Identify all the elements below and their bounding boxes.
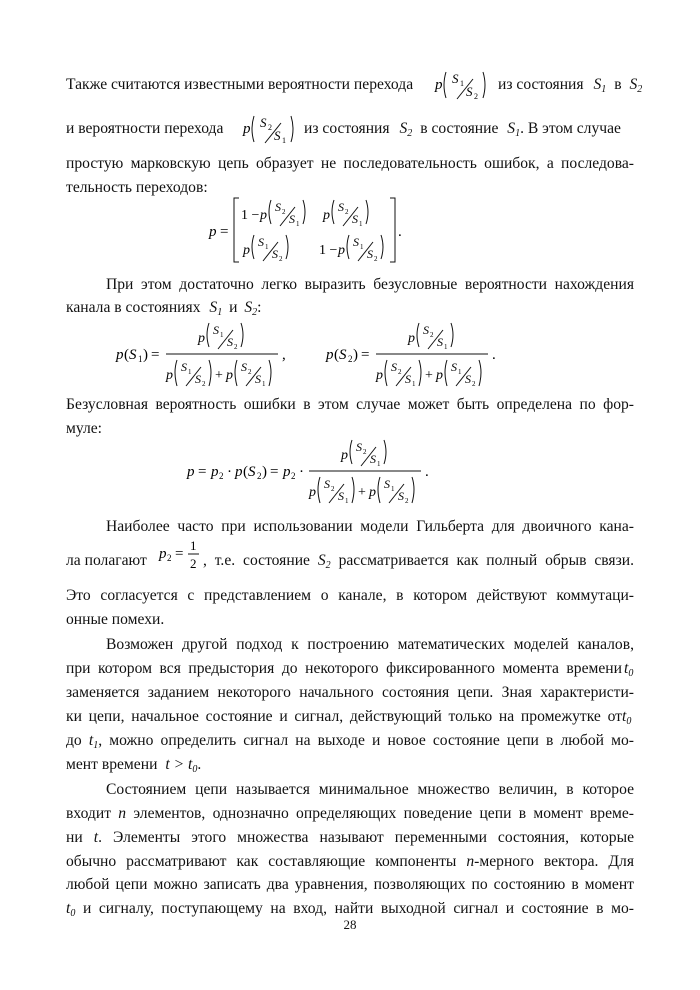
svg-text:1: 1 <box>412 380 416 388</box>
svg-text:S: S <box>370 452 376 466</box>
svg-text:S: S <box>339 347 347 363</box>
svg-text:·: · <box>299 464 304 480</box>
svg-text:1: 1 <box>444 343 448 351</box>
s-symbol: S <box>452 71 459 86</box>
text-line: до $t_1$, можно определить сигнал на выходе и новое состояние цепи в любой мо- <box>66 732 634 751</box>
svg-text:p: p <box>243 121 251 137</box>
svg-text:p: p <box>283 464 291 480</box>
svg-text:2: 2 <box>363 448 367 456</box>
svg-text:S: S <box>272 247 278 261</box>
text-line: из состояния $S_2$ в состояние $S_1$. В этом случае <box>304 120 621 139</box>
svg-text:S: S <box>338 200 344 214</box>
svg-text:=: = <box>361 347 370 363</box>
svg-text:.: . <box>425 464 429 480</box>
page-number: 28 <box>343 917 357 932</box>
svg-text:2: 2 <box>282 208 286 216</box>
svg-text:1 −: 1 − <box>319 243 338 258</box>
svg-text:1: 1 <box>360 243 364 251</box>
svg-text:1: 1 <box>345 497 349 505</box>
svg-text:S: S <box>274 128 281 143</box>
text-line: онные помехи. <box>66 611 165 628</box>
svg-text:2: 2 <box>348 354 353 364</box>
svg-text:S: S <box>129 347 137 363</box>
text-line: Состоянием цепи называется минимальное множество величин, в которое <box>106 781 634 798</box>
svg-text:.: . <box>398 224 402 240</box>
text-line: ла полагают <box>66 552 147 569</box>
svg-text:1: 1 <box>188 368 192 376</box>
text-line: Возможен другой подход к построению математических моделей каналов, <box>106 636 634 653</box>
text-line: Наиболее часто при использовании модели Гильберта для двоичного кана- <box>106 518 634 535</box>
svg-text:2: 2 <box>190 556 197 571</box>
text-line: При этом достаточно легко выразить безусловные вероятности нахождения <box>106 276 634 293</box>
svg-text:S: S <box>398 489 404 503</box>
svg-text:1: 1 <box>138 354 143 364</box>
text-line: канала в состояниях $S_1$ и $S_2$: <box>66 299 262 318</box>
svg-text:S: S <box>181 360 187 374</box>
svg-text:S: S <box>391 360 397 374</box>
svg-text:=: = <box>175 546 184 562</box>
svg-text:): ) <box>143 347 148 363</box>
text: из состояния <box>498 76 584 93</box>
subscript: 1 <box>460 79 464 88</box>
svg-text:p: p <box>338 243 345 258</box>
text-line: ки цепи, начальное состояние и сигнал, действующий только на промежутке от <box>66 708 622 725</box>
svg-text:S: S <box>352 212 358 226</box>
svg-text:+: + <box>358 485 366 500</box>
svg-text:1: 1 <box>296 220 300 228</box>
svg-text:p: p <box>166 368 173 383</box>
svg-text:S: S <box>465 372 471 386</box>
svg-text:2: 2 <box>202 380 206 388</box>
svg-text:): ) <box>262 464 267 480</box>
svg-text:S: S <box>255 372 261 386</box>
svg-text:p: p <box>376 368 383 383</box>
text-line: $t_0$ и сигналу, поступающему на вход, найти выходной сигнал и состояние в мо- <box>66 900 634 919</box>
svg-text:1: 1 <box>377 460 381 468</box>
svg-text:2: 2 <box>374 255 378 263</box>
svg-text:p: p <box>408 331 415 346</box>
s-symbol: S <box>466 84 473 99</box>
svg-text:2: 2 <box>345 208 349 216</box>
subscript: 2 <box>474 92 478 101</box>
text-line: и вероятности перехода <box>66 120 224 137</box>
svg-text:2: 2 <box>234 343 238 351</box>
svg-text:=: = <box>270 464 279 480</box>
svg-text:p: p <box>116 347 124 363</box>
math-t0: $t_0$ <box>624 660 634 679</box>
text-line: Безусловная вероятность ошибки в этом случае может быть определена по фор- <box>66 396 634 413</box>
svg-text:S: S <box>275 200 281 214</box>
svg-text:p: p <box>341 448 348 463</box>
svg-text:p: p <box>159 546 167 562</box>
math-t0: $t_0$ <box>622 708 632 727</box>
svg-text:1: 1 <box>391 485 395 493</box>
svg-text:1: 1 <box>265 243 269 251</box>
svg-text:S: S <box>353 235 359 249</box>
svg-text:1: 1 <box>359 220 363 228</box>
text-line: простую марковскую цепь образует не последовательность ошибок, а последова- <box>66 155 634 172</box>
svg-text:1: 1 <box>190 538 197 553</box>
svg-text:·: · <box>227 464 232 480</box>
formula-p-s2-s1 <box>241 108 301 148</box>
svg-text:+: + <box>215 368 223 383</box>
svg-text:(: ( <box>243 464 248 480</box>
svg-text:p: p <box>326 347 334 363</box>
svg-text:+: + <box>425 368 433 383</box>
formula-p-s1-s2 <box>433 64 493 104</box>
text-line: Это согласуется с представлением о канале, в котором действуют коммутаци- <box>66 587 634 604</box>
svg-text:p: p <box>209 224 217 240</box>
svg-text:2: 2 <box>248 368 252 376</box>
svg-text:2: 2 <box>472 380 476 388</box>
svg-text:2: 2 <box>430 331 434 339</box>
svg-text:S: S <box>367 247 373 261</box>
svg-text:S: S <box>289 212 295 226</box>
svg-text:S: S <box>258 235 264 249</box>
text-line: обычно рассматривают как составляющие компоненты n-мерного вектора. Для <box>66 853 635 870</box>
svg-text:2: 2 <box>291 471 296 481</box>
svg-text:p: p <box>211 464 219 480</box>
text: Также считаются известными вероятности перехода <box>66 76 414 93</box>
svg-text:p: p <box>243 243 250 258</box>
svg-text:S: S <box>241 360 247 374</box>
text-line: тельность переходов: <box>66 179 208 196</box>
svg-text:S: S <box>437 335 443 349</box>
formula-unconditional-probabilities <box>112 317 512 393</box>
text-line: любой цепи можно записать два уравнения, позволяющих по состоянию в момент <box>66 876 634 893</box>
svg-text:p: p <box>235 464 243 480</box>
svg-text:p: p <box>309 485 316 500</box>
svg-text:): ) <box>353 347 358 363</box>
svg-text:2: 2 <box>268 123 272 132</box>
svg-text:1: 1 <box>262 380 266 388</box>
svg-text:2: 2 <box>167 553 172 563</box>
svg-text:S: S <box>248 464 256 480</box>
svg-text:p: p <box>369 485 376 500</box>
svg-text:2: 2 <box>398 368 402 376</box>
svg-text:p: p <box>187 464 195 480</box>
p-symbol: p <box>435 77 443 93</box>
svg-text:S: S <box>356 440 362 454</box>
svg-text:2: 2 <box>405 497 409 505</box>
svg-text:.: . <box>492 347 496 363</box>
svg-text:1: 1 <box>282 136 286 145</box>
svg-text:S: S <box>405 372 411 386</box>
svg-text:2: 2 <box>257 471 262 481</box>
text-line: из состояния $S_1$ в $S_2$ <box>498 76 643 95</box>
svg-text:1 −: 1 − <box>241 208 260 223</box>
svg-text:p: p <box>323 208 330 223</box>
text-line: , т.е. состояние $S_2$ рассматривается как полный обрыв связи. <box>203 552 634 571</box>
svg-text:1: 1 <box>458 368 462 376</box>
text-line: входит n элементов, однозначно определяющих поведение цепи в момент време- <box>66 805 634 822</box>
svg-text:S: S <box>227 335 233 349</box>
text-line: муле: <box>66 420 103 437</box>
svg-text:S: S <box>338 489 344 503</box>
svg-text:p: p <box>436 368 443 383</box>
text-line: заменяется заданием некоторого начального состояния цепи. Зная характеристи- <box>66 684 634 701</box>
svg-text:S: S <box>423 323 429 337</box>
svg-text:(: ( <box>334 347 339 363</box>
svg-text:,: , <box>282 347 286 363</box>
svg-text:p: p <box>226 368 233 383</box>
svg-text:1: 1 <box>220 331 224 339</box>
svg-text:p: p <box>198 331 205 346</box>
text-line: мент времени $t > t_0$. <box>66 756 202 775</box>
svg-text:=: = <box>198 464 207 480</box>
svg-text:S: S <box>451 360 457 374</box>
svg-text:2: 2 <box>331 485 335 493</box>
svg-text:S: S <box>195 372 201 386</box>
svg-text:2: 2 <box>219 471 224 481</box>
svg-text:(: ( <box>124 347 129 363</box>
svg-text:=: = <box>220 224 229 240</box>
text-line: при котором вся предыстория до некоторого фиксированного момента времени <box>66 660 622 677</box>
svg-text:S: S <box>213 323 219 337</box>
svg-text:2: 2 <box>279 255 283 263</box>
svg-text:S: S <box>324 477 330 491</box>
text-line: ни t. Элементы этого множества называют переменными состояния, которые <box>66 829 635 846</box>
svg-text:S: S <box>384 477 390 491</box>
svg-text:=: = <box>151 347 160 363</box>
svg-text:S: S <box>260 115 267 130</box>
formula-error-probability <box>183 434 443 510</box>
svg-text:p: p <box>260 208 267 223</box>
formula-transition-matrix <box>205 194 425 266</box>
